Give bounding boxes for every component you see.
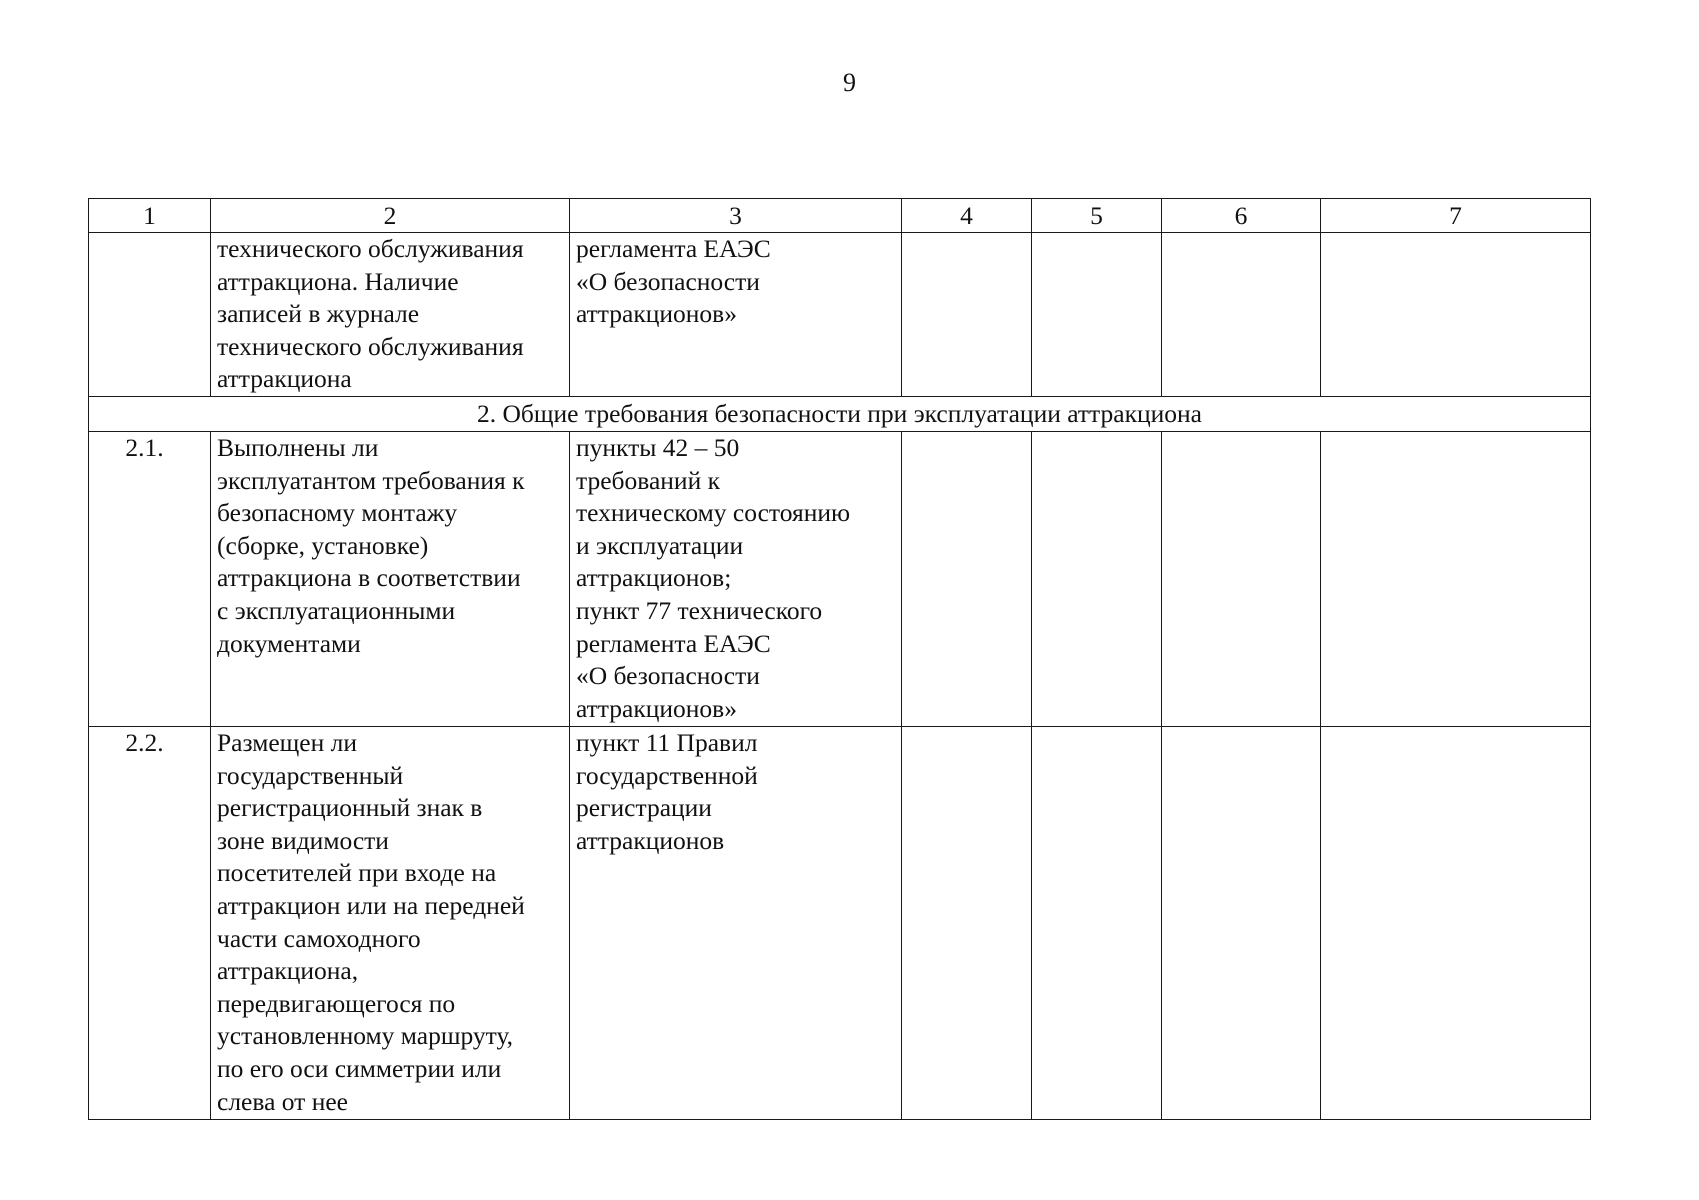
table-row [89,726,1591,1119]
answer-cell-5 [1032,726,1162,1119]
reference-cell: регламента ЕАЭС «О безопасности аттракционов» [570,233,902,397]
answer-cell-6 [1162,431,1321,726]
answer-cell-7 [1321,233,1591,397]
column-header-2: 2 [211,199,570,233]
reference-cell: пункты 42 – 50 требований к техническому состоянию и эксплуатации аттракционов; пункт 77 технического регламента ЕАЭС «О безопасности аттракционов» [570,431,902,726]
page-number: 9 [843,68,856,97]
row-number: 2.1. [89,431,211,726]
answer-cell-5 [1032,233,1162,397]
answer-cell-4 [902,233,1032,397]
answer-cell-4 [902,431,1032,726]
answer-cell-7 [1321,431,1591,726]
table-row [89,233,1591,397]
column-header-5: 5 [1032,199,1162,233]
column-header-7: 7 [1321,199,1591,233]
question-cell: Выполнены ли эксплуатантом требования к безопасному монтажу (сборке, установке) аттракциона в соответствии с эксплуатационными документами [211,431,570,726]
column-header-4: 4 [902,199,1032,233]
section-row [89,396,1591,431]
reference-cell: пункт 11 Правил государственной регистрации аттракционов [570,726,902,1119]
column-header-6: 6 [1162,199,1321,233]
answer-cell-6 [1162,233,1321,397]
question-cell: Размещен ли государственный регистрационный знак в зоне видимости посетителей при входе на аттракцион или на передней части самоходного аттракциона, передвигающегося по установленному маршруту, по его оси симметрии или слева от нее [211,726,570,1119]
checklist-table [88,198,1591,1120]
answer-cell-5 [1032,431,1162,726]
question-cell: технического обслуживания аттракциона. Наличие записей в журнале технического обслуживания аттракциона [211,233,570,397]
row-number [89,233,211,397]
section-title: 2. Общие требования безопасности при эксплуатации аттракциона [89,396,1591,431]
table-header-row [89,199,1591,233]
answer-cell-7 [1321,726,1591,1119]
answer-cell-4 [902,726,1032,1119]
column-header-1: 1 [89,199,211,233]
column-header-3: 3 [570,199,902,233]
answer-cell-6 [1162,726,1321,1119]
table-row [89,431,1591,726]
row-number: 2.2. [89,726,211,1119]
